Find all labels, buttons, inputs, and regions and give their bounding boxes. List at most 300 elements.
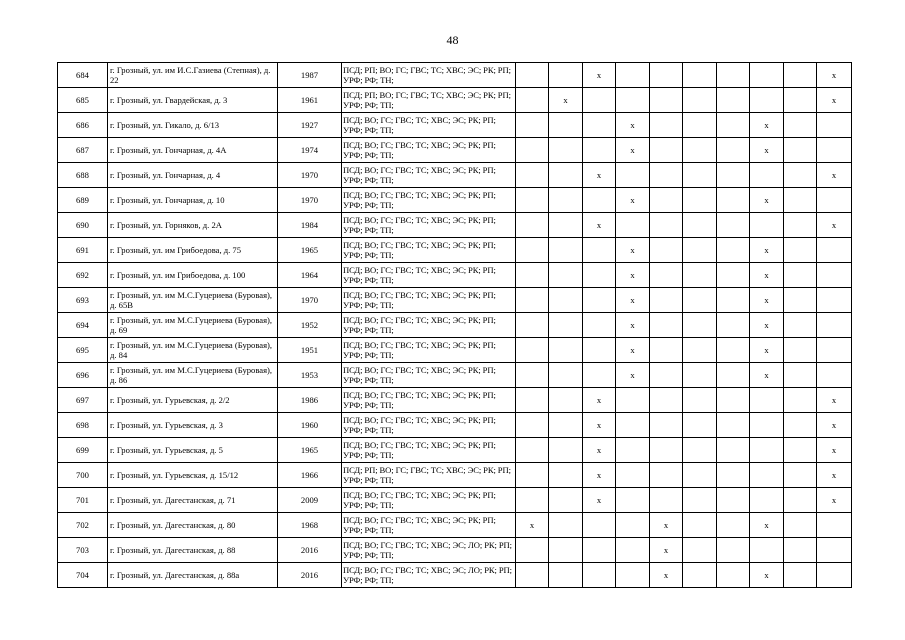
systems-cell: ПСД; ВО; ГС; ГВС; ТС; ХВС; ЭС; ЛО; РК; РП; УРФ; РФ; ТП; — [342, 563, 516, 588]
mark-cell — [717, 363, 750, 388]
mark-cell — [817, 188, 852, 213]
mark-cell — [784, 338, 817, 363]
mark-x: x — [630, 295, 635, 305]
mark-cell — [650, 63, 683, 88]
mark-cell — [650, 463, 683, 488]
mark-cell — [717, 188, 750, 213]
year-cell: 2009 — [278, 488, 342, 513]
mark-cell — [616, 163, 650, 188]
row-number-cell: 704 — [58, 563, 108, 588]
mark-cell — [549, 563, 583, 588]
mark-cell — [750, 388, 784, 413]
mark-cell — [650, 188, 683, 213]
mark-cell — [750, 538, 784, 563]
mark-x: x — [764, 570, 769, 580]
mark-cell — [817, 313, 852, 338]
mark-cell — [650, 363, 683, 388]
systems-cell: ПСД; ВО; ГС; ГВС; ТС; ХВС; ЭС; РК; РП; УРФ; РФ; ТП; — [342, 488, 516, 513]
table-row — [58, 488, 852, 513]
mark-cell — [784, 538, 817, 563]
address-cell: г. Грозный, ул. Гикало, д. 6/13 — [108, 113, 278, 138]
mark-cell — [717, 463, 750, 488]
mark-cell — [549, 488, 583, 513]
mark-cell — [549, 163, 583, 188]
mark-cell — [750, 113, 784, 138]
table-row — [58, 88, 852, 113]
registry-table — [57, 62, 852, 588]
mark-cell — [549, 113, 583, 138]
mark-cell — [616, 238, 650, 263]
mark-cell — [516, 63, 549, 88]
mark-cell — [750, 413, 784, 438]
mark-cell — [750, 463, 784, 488]
mark-cell — [516, 513, 549, 538]
row-number-cell: 699 — [58, 438, 108, 463]
mark-cell — [516, 213, 549, 238]
mark-cell — [750, 88, 784, 113]
mark-cell — [583, 538, 616, 563]
mark-x: x — [764, 195, 769, 205]
mark-cell — [784, 263, 817, 288]
mark-cell — [683, 213, 717, 238]
mark-cell — [817, 363, 852, 388]
mark-cell — [683, 463, 717, 488]
systems-cell: ПСД; ВО; ГС; ГВС; ТС; ХВС; ЭС; РК; РП; УРФ; РФ; ТП; — [342, 288, 516, 313]
systems-cell: ПСД; РП; ВО; ГС; ГВС; ТС; ХВС; ЭС; РК; РП; УРФ; РФ; ТП; — [342, 88, 516, 113]
year-cell: 1974 — [278, 138, 342, 163]
mark-x: x — [764, 320, 769, 330]
address-cell: г. Грозный, ул. им М.С.Гуцериева (Буровая), д. 86 — [108, 363, 278, 388]
mark-cell — [583, 238, 616, 263]
mark-cell — [817, 388, 852, 413]
mark-cell — [616, 563, 650, 588]
table-row — [58, 413, 852, 438]
mark-cell — [583, 413, 616, 438]
table-row — [58, 363, 852, 388]
year-cell: 1970 — [278, 188, 342, 213]
table-row — [58, 538, 852, 563]
mark-cell — [549, 513, 583, 538]
mark-cell — [516, 313, 549, 338]
mark-cell — [650, 238, 683, 263]
mark-cell — [750, 263, 784, 288]
mark-cell — [683, 188, 717, 213]
mark-cell — [750, 563, 784, 588]
year-cell: 1970 — [278, 288, 342, 313]
table-row — [58, 313, 852, 338]
year-cell: 1953 — [278, 363, 342, 388]
mark-cell — [650, 388, 683, 413]
table-row — [58, 138, 852, 163]
systems-cell: ПСД; ВО; ГС; ГВС; ТС; ХВС; ЭС; РК; РП; УРФ; РФ; ТП; — [342, 388, 516, 413]
mark-cell — [750, 238, 784, 263]
mark-cell — [717, 563, 750, 588]
mark-cell — [549, 138, 583, 163]
mark-x: x — [764, 520, 769, 530]
row-number-cell: 693 — [58, 288, 108, 313]
mark-cell — [750, 363, 784, 388]
mark-cell — [616, 63, 650, 88]
mark-cell — [583, 338, 616, 363]
mark-cell — [817, 238, 852, 263]
mark-cell — [516, 113, 549, 138]
table-row — [58, 513, 852, 538]
table-row — [58, 263, 852, 288]
year-cell: 1966 — [278, 463, 342, 488]
mark-cell — [583, 463, 616, 488]
mark-cell — [784, 63, 817, 88]
year-cell: 1964 — [278, 263, 342, 288]
mark-cell — [549, 438, 583, 463]
row-number-cell: 697 — [58, 388, 108, 413]
mark-cell — [549, 213, 583, 238]
mark-cell — [750, 313, 784, 338]
mark-cell — [583, 263, 616, 288]
mark-cell — [784, 238, 817, 263]
row-number-cell: 698 — [58, 413, 108, 438]
mark-x: x — [663, 520, 669, 530]
mark-cell — [583, 88, 616, 113]
address-cell: г. Грозный, ул. им М.С.Гуцериева (Буровая), д. 65В — [108, 288, 278, 313]
row-number-cell: 689 — [58, 188, 108, 213]
year-cell: 1960 — [278, 413, 342, 438]
mark-cell — [717, 438, 750, 463]
mark-cell — [817, 538, 852, 563]
mark-cell — [516, 363, 549, 388]
table-row — [58, 463, 852, 488]
mark-cell — [784, 563, 817, 588]
mark-cell — [516, 238, 549, 263]
row-number-cell: 694 — [58, 313, 108, 338]
mark-cell — [549, 238, 583, 263]
table-row — [58, 338, 852, 363]
mark-cell — [683, 288, 717, 313]
mark-cell — [683, 263, 717, 288]
year-cell: 1968 — [278, 513, 342, 538]
mark-cell — [717, 313, 750, 338]
mark-cell — [650, 288, 683, 313]
mark-x: x — [596, 470, 602, 480]
mark-cell — [683, 163, 717, 188]
table-row — [58, 163, 852, 188]
systems-cell: ПСД; ВО; ГС; ГВС; ТС; ХВС; ЭС; РК; РП; УРФ; РФ; ТП; — [342, 313, 516, 338]
mark-cell — [616, 138, 650, 163]
address-cell: г. Грозный, ул. Гурьевская, д. 2/2 — [108, 388, 278, 413]
mark-cell — [817, 488, 852, 513]
mark-cell — [717, 138, 750, 163]
mark-cell — [516, 88, 549, 113]
mark-cell — [750, 513, 784, 538]
mark-x: x — [630, 270, 635, 280]
mark-x: x — [831, 395, 837, 405]
mark-x: x — [663, 545, 669, 555]
mark-x: x — [764, 345, 769, 355]
table-row — [58, 188, 852, 213]
mark-cell — [549, 88, 583, 113]
year-cell: 1986 — [278, 388, 342, 413]
mark-cell — [650, 413, 683, 438]
mark-cell — [616, 463, 650, 488]
mark-cell — [516, 488, 549, 513]
year-cell: 2016 — [278, 538, 342, 563]
mark-cell — [650, 438, 683, 463]
mark-cell — [784, 163, 817, 188]
mark-cell — [516, 138, 549, 163]
mark-cell — [817, 163, 852, 188]
mark-cell — [616, 413, 650, 438]
mark-cell — [817, 213, 852, 238]
address-cell: г. Грозный, ул. Гурьевская, д. 15/12 — [108, 463, 278, 488]
mark-cell — [549, 188, 583, 213]
mark-cell — [583, 138, 616, 163]
mark-cell — [784, 388, 817, 413]
mark-cell — [784, 413, 817, 438]
row-number-cell: 690 — [58, 213, 108, 238]
year-cell: 1984 — [278, 213, 342, 238]
mark-cell — [583, 188, 616, 213]
mark-cell — [616, 488, 650, 513]
mark-x: x — [630, 145, 635, 155]
mark-cell — [817, 288, 852, 313]
mark-cell — [683, 338, 717, 363]
mark-cell — [616, 263, 650, 288]
systems-cell: ПСД; РП; ВО; ГС; ГВС; ТС; ХВС; ЭС; РК; РП; УРФ; РФ; ТП; — [342, 463, 516, 488]
mark-cell — [549, 63, 583, 88]
systems-cell: ПСД; РП; ВО; ГС; ГВС; ТС; ХВС; ЭС; РК; РП; УРФ; РФ; ТН; — [342, 63, 516, 88]
mark-cell — [683, 363, 717, 388]
mark-x: x — [596, 220, 602, 230]
mark-x: x — [630, 370, 635, 380]
mark-cell — [817, 338, 852, 363]
mark-cell — [683, 488, 717, 513]
mark-cell — [817, 563, 852, 588]
mark-cell — [516, 288, 549, 313]
mark-cell — [817, 138, 852, 163]
mark-cell — [650, 538, 683, 563]
mark-x: x — [764, 295, 769, 305]
year-cell: 1965 — [278, 438, 342, 463]
mark-cell — [549, 413, 583, 438]
row-number-cell: 696 — [58, 363, 108, 388]
mark-cell — [516, 163, 549, 188]
mark-cell — [817, 438, 852, 463]
row-number-cell: 701 — [58, 488, 108, 513]
mark-cell — [616, 438, 650, 463]
mark-cell — [784, 113, 817, 138]
address-cell: г. Грозный, ул. им И.С.Газиева (Степная), д. 22 — [108, 63, 278, 88]
mark-cell — [817, 263, 852, 288]
page-number: 48 — [446, 33, 459, 47]
mark-cell — [650, 513, 683, 538]
mark-x: x — [596, 495, 602, 505]
mark-cell — [549, 388, 583, 413]
mark-cell — [817, 63, 852, 88]
mark-cell — [717, 113, 750, 138]
mark-cell — [717, 88, 750, 113]
address-cell: г. Грозный, ул. Гвардейская, д. 3 — [108, 88, 278, 113]
mark-x: x — [630, 195, 635, 205]
mark-cell — [650, 213, 683, 238]
mark-x: x — [764, 120, 769, 130]
systems-cell: ПСД; ВО; ГС; ГВС; ТС; ХВС; ЭС; РК; РП; УРФ; РФ; ТП; — [342, 188, 516, 213]
address-cell: г. Грозный, ул. Горняков, д. 2А — [108, 213, 278, 238]
table-row — [58, 213, 852, 238]
mark-cell — [717, 388, 750, 413]
mark-cell — [750, 488, 784, 513]
table-row — [58, 388, 852, 413]
mark-cell — [784, 463, 817, 488]
mark-cell — [549, 338, 583, 363]
mark-cell — [784, 438, 817, 463]
mark-cell — [817, 513, 852, 538]
mark-x: x — [630, 120, 635, 130]
mark-cell — [650, 338, 683, 363]
mark-cell — [717, 413, 750, 438]
mark-cell — [784, 188, 817, 213]
year-cell: 1965 — [278, 238, 342, 263]
year-cell: 1987 — [278, 63, 342, 88]
mark-x: x — [764, 370, 769, 380]
year-cell: 1927 — [278, 113, 342, 138]
mark-cell — [583, 563, 616, 588]
mark-cell — [717, 288, 750, 313]
mark-cell — [784, 213, 817, 238]
mark-cell — [616, 213, 650, 238]
systems-cell: ПСД; ВО; ГС; ГВС; ТС; ХВС; ЭС; РК; РП; УРФ; РФ; ТП; — [342, 413, 516, 438]
mark-x: x — [831, 170, 837, 180]
mark-cell — [683, 438, 717, 463]
mark-cell — [616, 513, 650, 538]
mark-x: x — [529, 520, 535, 530]
mark-x: x — [663, 570, 669, 580]
mark-cell — [784, 88, 817, 113]
mark-x: x — [831, 70, 837, 80]
mark-cell — [717, 538, 750, 563]
year-cell: 1961 — [278, 88, 342, 113]
mark-cell — [717, 213, 750, 238]
mark-cell — [784, 313, 817, 338]
mark-cell — [616, 88, 650, 113]
mark-x: x — [831, 420, 837, 430]
systems-cell: ПСД; ВО; ГС; ГВС; ТС; ХВС; ЭС; РК; РП; УРФ; РФ; ТП; — [342, 238, 516, 263]
mark-cell — [583, 63, 616, 88]
mark-cell — [750, 438, 784, 463]
mark-cell — [616, 363, 650, 388]
mark-cell — [817, 413, 852, 438]
mark-cell — [817, 463, 852, 488]
year-cell: 1970 — [278, 163, 342, 188]
mark-cell — [616, 188, 650, 213]
mark-cell — [750, 188, 784, 213]
year-cell: 1952 — [278, 313, 342, 338]
mark-cell — [516, 188, 549, 213]
mark-cell — [583, 363, 616, 388]
mark-cell — [583, 313, 616, 338]
mark-cell — [717, 338, 750, 363]
mark-x: x — [831, 445, 837, 455]
mark-cell — [717, 163, 750, 188]
mark-cell — [616, 388, 650, 413]
mark-x: x — [764, 270, 769, 280]
address-cell: г. Грозный, ул. Дагестанская, д. 88а — [108, 563, 278, 588]
year-cell: 1951 — [278, 338, 342, 363]
mark-cell — [616, 113, 650, 138]
mark-cell — [583, 488, 616, 513]
mark-cell — [717, 238, 750, 263]
mark-x: x — [831, 495, 837, 505]
address-cell: г. Грозный, ул. им М.С.Гуцериева (Буровая), д. 84 — [108, 338, 278, 363]
mark-cell — [616, 538, 650, 563]
mark-cell — [784, 488, 817, 513]
row-number-cell: 685 — [58, 88, 108, 113]
systems-cell: ПСД; ВО; ГС; ГВС; ТС; ХВС; ЭС; РК; РП; УРФ; РФ; ТП; — [342, 363, 516, 388]
mark-cell — [683, 538, 717, 563]
mark-cell — [549, 363, 583, 388]
mark-cell — [583, 163, 616, 188]
mark-cell — [583, 388, 616, 413]
mark-cell — [516, 438, 549, 463]
mark-x: x — [596, 420, 602, 430]
mark-cell — [717, 263, 750, 288]
mark-cell — [784, 513, 817, 538]
mark-cell — [717, 513, 750, 538]
mark-cell — [583, 438, 616, 463]
mark-x: x — [563, 95, 568, 105]
mark-cell — [650, 263, 683, 288]
mark-cell — [516, 463, 549, 488]
mark-cell — [750, 213, 784, 238]
mark-cell — [650, 313, 683, 338]
address-cell: г. Грозный, ул. Гончарная, д. 4 — [108, 163, 278, 188]
address-cell: г. Грозный, ул. им Грибоедова, д. 100 — [108, 263, 278, 288]
row-number-cell: 691 — [58, 238, 108, 263]
mark-cell — [583, 288, 616, 313]
mark-cell — [516, 538, 549, 563]
mark-cell — [650, 163, 683, 188]
mark-x: x — [764, 145, 769, 155]
mark-cell — [683, 63, 717, 88]
mark-cell — [616, 313, 650, 338]
table-row — [58, 288, 852, 313]
mark-cell — [549, 288, 583, 313]
table-row — [58, 238, 852, 263]
mark-cell — [784, 138, 817, 163]
mark-cell — [683, 413, 717, 438]
row-number-cell: 703 — [58, 538, 108, 563]
mark-cell — [683, 138, 717, 163]
mark-x: x — [831, 470, 837, 480]
address-cell: г. Грозный, ул. Гурьевская, д. 5 — [108, 438, 278, 463]
mark-cell — [583, 513, 616, 538]
mark-cell — [583, 213, 616, 238]
mark-cell — [683, 513, 717, 538]
address-cell: г. Грозный, ул. Гончарная, д. 4А — [108, 138, 278, 163]
address-cell: г. Грозный, ул. Дагестанская, д. 88 — [108, 538, 278, 563]
mark-x: x — [596, 70, 602, 80]
systems-cell: ПСД; ВО; ГС; ГВС; ТС; ХВС; ЭС; РК; РП; УРФ; РФ; ТП; — [342, 138, 516, 163]
mark-x: x — [630, 345, 635, 355]
mark-cell — [750, 288, 784, 313]
mark-cell — [683, 313, 717, 338]
mark-cell — [650, 563, 683, 588]
mark-cell — [717, 488, 750, 513]
systems-cell: ПСД; ВО; ГС; ГВС; ТС; ХВС; ЭС; РК; РП; УРФ; РФ; ТП; — [342, 263, 516, 288]
mark-cell — [516, 338, 549, 363]
address-cell: г. Грозный, ул. Гурьевская, д. 3 — [108, 413, 278, 438]
mark-cell — [784, 288, 817, 313]
row-number-cell: 688 — [58, 163, 108, 188]
mark-cell — [650, 113, 683, 138]
